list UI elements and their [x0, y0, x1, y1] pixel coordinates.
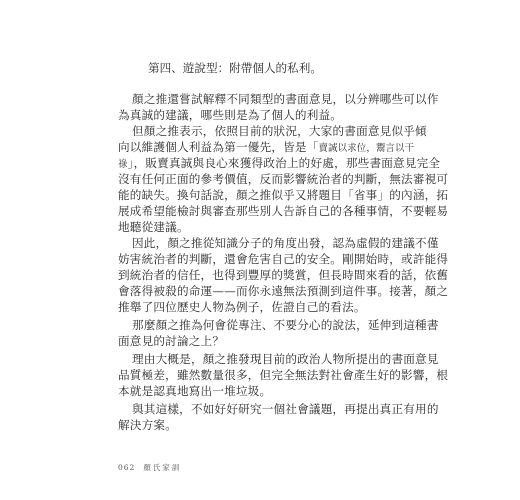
text-line: 理由大概是，顏之推發現目前的政治人物所提出的書面意見: [132, 352, 439, 366]
section-heading: 第四、遊說型：附帶個人的私利。: [148, 61, 322, 75]
text-line: 因此，顏之推從知識分子的角度出發，認為虛假的建議不僅: [132, 236, 439, 250]
quoted-phrase: 賣誠以求位，鬻言以干: [318, 143, 415, 154]
text-line: 展成希望能檢討與審查那些別人告訴自己的各種事情，不要輕易: [118, 204, 449, 218]
text-fragment: 向以維護個人利益為第一優先，皆是「: [118, 140, 319, 154]
text-line: 但顏之推表示，依照目前的狀況，大家的書面意見似乎傾: [132, 124, 427, 138]
text-line: 解決方案。: [118, 418, 177, 432]
text-line: 會落得被殺的命運——而你永遠無法預測到這件事。接著，顏之: [118, 284, 449, 298]
book-title: 顏氏家訓: [143, 463, 182, 472]
text-line: 那麼顏之推為何會從專注、不要分心的說法，延伸到這種書: [132, 318, 439, 332]
text-line: 到統治者的信任，也得到豐厚的獎賞，但長時間來看的話，依舊: [118, 268, 449, 282]
text-line: [118, 140, 418, 154]
text-line: [118, 156, 441, 170]
text-line: 為真誠的建議，哪些則是為了個人的利益。: [118, 108, 343, 122]
text-line: 品質極差，雖然數量很多，但完全無法對社會產生好的影響，根: [118, 368, 449, 382]
text-line: 本就是認真地寫出一堆垃圾。: [118, 384, 272, 398]
text-line: 妨害統治者的判斷，還會危害自己的安全。剛開始時，或許能得: [118, 252, 449, 266]
quoted-phrase: 祿: [118, 159, 128, 170]
text-fragment: 」，販賣真誠與良心來獲得政治上的好處，那些書面意見完全: [127, 156, 441, 170]
text-line: 推舉了四位歷史人物為例子，佐證自己的看法。: [118, 300, 366, 314]
text-line: 沒有任何正面的參考價值，反而影響統治者的判斷，無法審視可: [118, 172, 449, 186]
text-line: 能的缺失。換句話說，顏之推似乎又將題目「省事」的內涵，拓: [118, 188, 449, 202]
text-line: 面意見的討論之上？: [118, 334, 225, 348]
page-footer: [118, 463, 181, 473]
text-line: 與其這樣，不如好好研究一個社會議題，再提出真正有用的: [132, 402, 439, 416]
page-number: 062: [118, 463, 136, 472]
text-line: 顏之推還嘗試解釋不同類型的書面意見，以分辨哪些可以作: [132, 92, 439, 106]
text-line: 地聽從建議。: [118, 220, 189, 234]
